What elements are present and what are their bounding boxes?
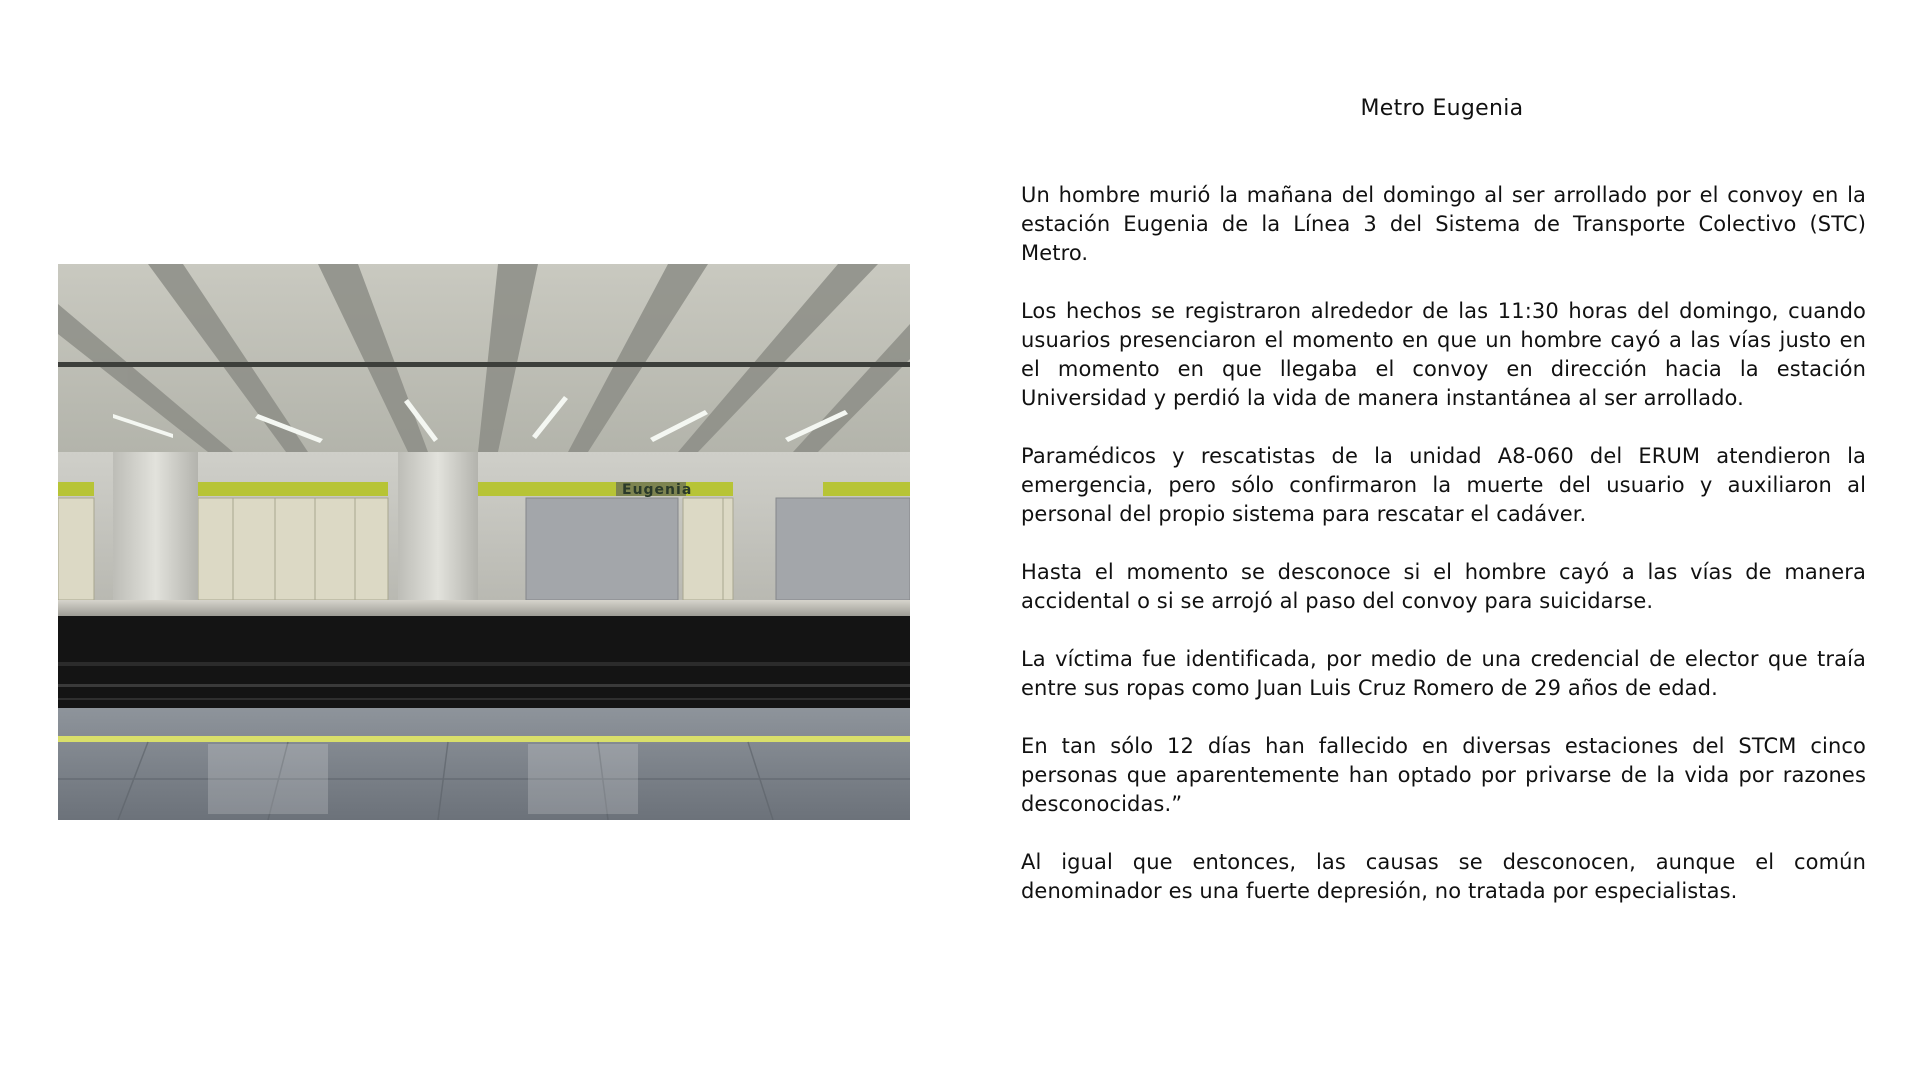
page-title: Metro Eugenia (1360, 96, 1524, 121)
article-body (1021, 181, 1866, 935)
paragraph: En tan sólo 12 días han fallecido en diversas estaciones del STCM cinco personas que aparentemente han optado por privarse de la vida por razones desconocidas.” (1021, 734, 1866, 816)
paragraph: Los hechos se registraron alrededor de las 11:30 horas del domingo, cuando usuarios presenciaron el momento en que un hombre cayó a las vías justo en el momento en que llegaba el convoy en dirección hacia la estación Universidad y perdió la vida de manera instantánea al ser arrollado. (1021, 299, 1866, 410)
paragraph: Paramédicos y rescatistas de la unidad A8-060 del ERUM atendieron la emergencia, pero sólo confirmaron la muerte del usuario y auxiliaron al personal del propio sistema para rescatar el cadáver. (1021, 444, 1866, 526)
paragraph: Hasta el momento se desconoce si el hombre cayó a las vías de manera accidental o si se arrojó al paso del convoy para suicidarse. (1021, 560, 1866, 613)
paragraph: Un hombre murió la mañana del domingo al ser arrollado por el convoy en la estación Eugenia de la Línea 3 del Sistema de Transporte Colectivo (STC) Metro. (1021, 183, 1866, 265)
station-sign: Eugenia (622, 482, 693, 498)
paragraph: La víctima fue identificada, por medio de una credencial de elector que traía entre sus ropas como Juan Luis Cruz Romero de 29 años de edad. (1021, 647, 1866, 700)
paragraph: Al igual que entonces, las causas se desconocen, aunque el común denominador es una fuerte depresión, no tratada por especialistas. (1021, 850, 1866, 903)
metro-station-photo (58, 264, 910, 820)
